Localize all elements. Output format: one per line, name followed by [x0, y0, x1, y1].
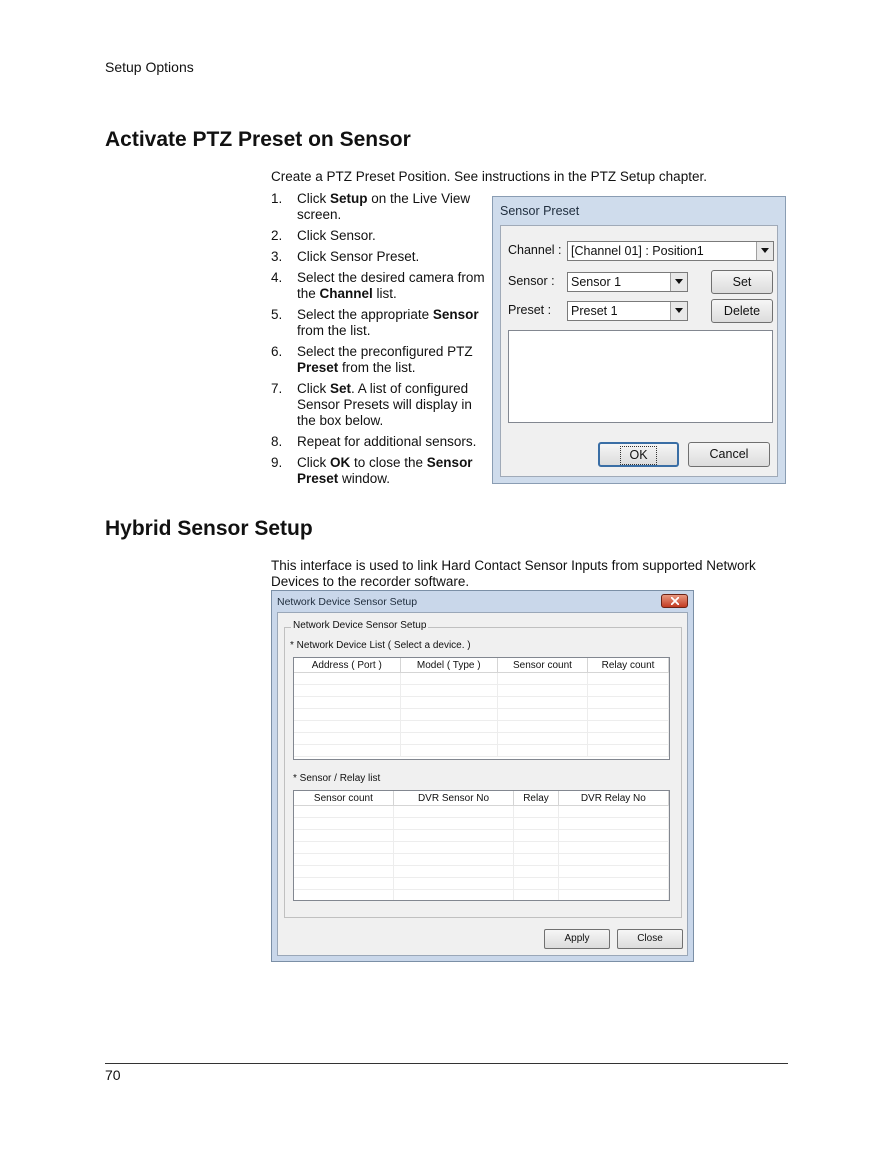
step-number: 8.: [271, 434, 283, 449]
table-row[interactable]: [294, 830, 669, 842]
table-cell: [400, 673, 497, 685]
dialog-title: Network Device Sensor Setup: [277, 596, 418, 608]
step-item: [271, 344, 486, 376]
apply-button[interactable]: Apply: [544, 929, 610, 949]
relay-list-label: * Sensor / Relay list: [293, 773, 381, 784]
table-cell: [558, 818, 668, 830]
delete-button[interactable]: Delete: [711, 299, 773, 323]
table-cell: [558, 878, 668, 890]
sensor-combo[interactable]: [567, 272, 688, 292]
table-cell: [588, 733, 669, 745]
step-text: from the list.: [338, 360, 416, 375]
table-cell: [294, 866, 393, 878]
preset-label: Preset :: [508, 303, 552, 317]
ok-button-label: OK: [620, 446, 656, 465]
dialog-title: Sensor Preset: [500, 204, 580, 218]
step-emphasis: Setup: [330, 191, 368, 206]
table-cell: [588, 709, 669, 721]
table-cell: [294, 721, 400, 733]
cancel-button[interactable]: Cancel: [688, 442, 770, 467]
step-number: 7.: [271, 381, 283, 396]
step-number: 9.: [271, 455, 283, 470]
preset-combo[interactable]: [567, 301, 688, 321]
table-cell: [497, 721, 587, 733]
step-item: [271, 191, 486, 223]
table-cell: [558, 806, 668, 818]
section-intro-2: This interface is used to link Hard Contact Sensor Inputs from supported Network Devices to the recorder software.: [271, 558, 756, 589]
table-cell: [514, 878, 558, 890]
table-row[interactable]: [294, 878, 669, 890]
table-cell: [558, 830, 668, 842]
step-text: Select the preconfigured PTZ: [297, 344, 473, 359]
table-row[interactable]: [294, 709, 669, 721]
step-text: list.: [372, 286, 397, 301]
table-cell: [497, 685, 587, 697]
table-row[interactable]: [294, 745, 669, 757]
table-row[interactable]: [294, 697, 669, 709]
table-cell: [514, 806, 558, 818]
step-text: . A list of configured Sensor Presets will display in the box below.: [297, 381, 472, 428]
close-icon: [671, 597, 679, 605]
column-header[interactable]: DVR Relay No: [558, 791, 668, 806]
table-cell: [393, 818, 514, 830]
step-text: Repeat for additional sensors.: [297, 434, 477, 449]
step-text: on the Live View screen.: [297, 191, 471, 222]
table-cell: [393, 890, 514, 902]
column-header[interactable]: Relay count: [588, 658, 669, 673]
column-header[interactable]: Address ( Port ): [294, 658, 400, 673]
ok-button[interactable]: [598, 442, 679, 467]
table-cell: [514, 830, 558, 842]
column-header[interactable]: Sensor count: [294, 791, 393, 806]
sensor-value: Sensor 1: [571, 275, 622, 289]
dialog-client-area: [277, 612, 688, 956]
channel-value: [Channel 01] : Position1: [571, 244, 704, 258]
table-cell: [588, 721, 669, 733]
table-cell: [514, 890, 558, 902]
table-row[interactable]: [294, 890, 669, 902]
table-cell: [588, 685, 669, 697]
network-device-sensor-dialog: [271, 590, 694, 962]
table-cell: [294, 890, 393, 902]
close-window-button[interactable]: [661, 594, 688, 608]
table-cell: [294, 673, 400, 685]
table-row[interactable]: [294, 733, 669, 745]
table-cell: [588, 745, 669, 757]
column-header[interactable]: DVR Sensor No: [393, 791, 514, 806]
table-row[interactable]: [294, 842, 669, 854]
group-label: Network Device Sensor Setup: [293, 620, 427, 631]
step-item: [271, 270, 486, 302]
table-cell: [558, 842, 668, 854]
table-cell: [588, 673, 669, 685]
chevron-down-icon[interactable]: [670, 273, 687, 291]
table-cell: [400, 697, 497, 709]
table-cell: [558, 866, 668, 878]
chevron-down-icon[interactable]: [670, 302, 687, 320]
table-cell: [497, 709, 587, 721]
step-emphasis: Sensor Preset: [297, 455, 473, 486]
step-item: [271, 434, 486, 450]
step-number: 6.: [271, 344, 283, 359]
table-cell: [514, 818, 558, 830]
table-cell: [400, 733, 497, 745]
table-cell: [294, 878, 393, 890]
close-button[interactable]: Close: [617, 929, 683, 949]
table-cell: [393, 806, 514, 818]
preset-value: Preset 1: [571, 304, 618, 318]
sensor-label: Sensor :: [508, 274, 555, 288]
table-cell: [400, 745, 497, 757]
step-number: 1.: [271, 191, 283, 206]
device-list-label: * Network Device List ( Select a device. ): [290, 640, 471, 651]
table-cell: [294, 854, 393, 866]
table-cell: [558, 890, 668, 902]
step-text: window.: [338, 471, 391, 486]
table-cell: [393, 878, 514, 890]
step-text: Click: [297, 455, 330, 470]
sensor-preset-dialog: [492, 196, 786, 484]
dialog-client-area: [500, 225, 778, 477]
table-row[interactable]: [294, 818, 669, 830]
step-emphasis: Sensor: [432, 307, 479, 322]
table-cell: [294, 830, 393, 842]
step-number: 3.: [271, 249, 283, 264]
step-item: [271, 381, 486, 429]
section-heading-ptz-preset: Activate PTZ Preset on Sensor: [105, 128, 411, 151]
steps-list: [271, 191, 486, 492]
table-cell: [400, 721, 497, 733]
table-cell: [294, 818, 393, 830]
chevron-down-icon[interactable]: [756, 242, 773, 260]
table-cell: [497, 745, 587, 757]
column-header[interactable]: Sensor count: [497, 658, 587, 673]
table-cell: [514, 866, 558, 878]
step-number: 5.: [271, 307, 283, 322]
table-cell: [294, 745, 400, 757]
section-heading-hybrid-sensor: Hybrid Sensor Setup: [105, 517, 313, 540]
table-cell: [588, 697, 669, 709]
step-text: Select the desired camera from the: [297, 270, 485, 301]
table-cell: [294, 842, 393, 854]
step-emphasis: OK: [330, 455, 351, 470]
page-number: 70: [105, 1067, 121, 1083]
step-emphasis: Preset: [297, 360, 339, 375]
column-header[interactable]: Relay: [514, 791, 558, 806]
table-cell: [497, 733, 587, 745]
preset-list-box[interactable]: [508, 330, 773, 423]
table-cell: [294, 806, 393, 818]
channel-combo[interactable]: [567, 241, 774, 261]
table-cell: [294, 733, 400, 745]
relay-list-table[interactable]: [293, 790, 670, 901]
table-cell: [393, 866, 514, 878]
step-number: 2.: [271, 228, 283, 243]
step-number: 4.: [271, 270, 283, 285]
table-row[interactable]: [294, 685, 669, 697]
table-cell: [294, 697, 400, 709]
table-cell: [497, 697, 587, 709]
step-item: [271, 455, 486, 487]
table-row[interactable]: [294, 673, 669, 685]
running-header: Setup Options: [105, 59, 194, 75]
table-cell: [558, 854, 668, 866]
table-cell: [400, 709, 497, 721]
table-cell: [400, 685, 497, 697]
table-cell: [514, 854, 558, 866]
table-row[interactable]: [294, 866, 669, 878]
step-item: [271, 249, 486, 265]
table-row[interactable]: [294, 854, 669, 866]
step-text: Select the appropriate: [297, 307, 433, 322]
table-cell: [393, 854, 514, 866]
device-list-table[interactable]: [293, 657, 670, 760]
step-emphasis: Channel: [319, 286, 373, 301]
step-item: [271, 228, 486, 244]
table-cell: [497, 673, 587, 685]
footer-rule: [105, 1063, 788, 1064]
step-text: from the list.: [297, 323, 371, 338]
table-cell: [393, 842, 514, 854]
channel-label: Channel :: [508, 243, 562, 257]
step-item: [271, 307, 486, 339]
section-intro: Create a PTZ Preset Position. See instructions in the PTZ Setup chapter.: [271, 169, 707, 184]
step-text: to close the: [350, 455, 427, 470]
table-cell: [294, 709, 400, 721]
step-emphasis: Set: [330, 381, 352, 396]
table-row[interactable]: [294, 806, 669, 818]
step-text: Click Sensor Preset.: [297, 249, 420, 264]
table-cell: [294, 685, 400, 697]
step-text: Click: [297, 191, 330, 206]
column-header[interactable]: Model ( Type ): [400, 658, 497, 673]
set-button[interactable]: Set: [711, 270, 773, 294]
step-text: Click Sensor.: [297, 228, 376, 243]
step-text: Click: [297, 381, 330, 396]
table-cell: [514, 842, 558, 854]
sensor-setup-group: [284, 620, 682, 918]
table-cell: [393, 830, 514, 842]
table-row[interactable]: [294, 721, 669, 733]
